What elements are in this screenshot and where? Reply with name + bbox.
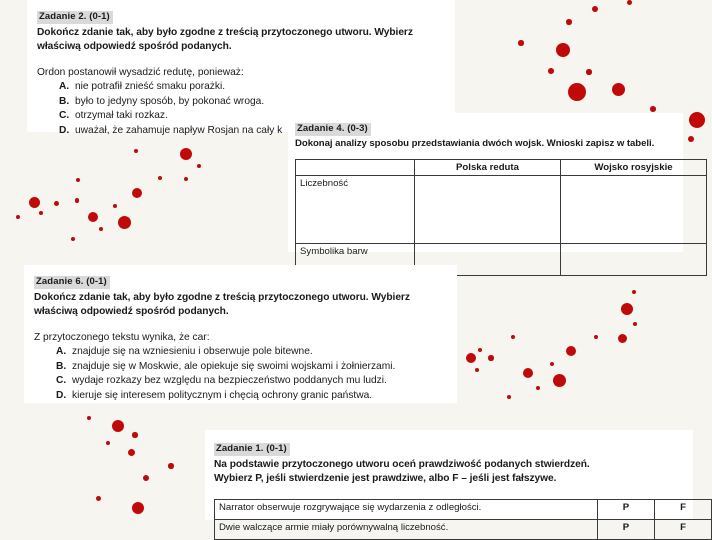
red-dot <box>548 68 554 74</box>
red-dot <box>518 40 523 45</box>
red-dot <box>112 420 124 432</box>
choice-label: B. <box>59 95 70 107</box>
red-dot <box>197 164 201 168</box>
red-dot <box>618 334 627 343</box>
red-dot <box>475 368 479 372</box>
red-dot <box>118 216 131 229</box>
red-dot <box>75 199 79 203</box>
choice-text: otrzymał taki rozkaz. <box>75 110 168 122</box>
choice-label: C. <box>56 375 67 387</box>
red-dot <box>132 188 142 198</box>
red-dot <box>650 106 656 112</box>
red-dot <box>39 211 43 215</box>
zadanie-2-stem: Ordon postanowił wysadzić redutę, ponieważ: <box>37 67 244 79</box>
choice-label: A. <box>56 346 67 358</box>
red-dot <box>568 83 586 101</box>
choice-label: B. <box>56 360 67 372</box>
red-dot <box>466 353 476 363</box>
zadanie-6-choice-b[interactable] <box>56 360 449 374</box>
panel-zadanie-1 <box>205 430 693 534</box>
statement-1-false-option[interactable]: F <box>655 500 712 520</box>
zadanie-4-header: Zadanie 4. (0-3) <box>295 123 371 136</box>
choice-text: wydaje rozkazy bez względu na bezpieczeństwo poddanych mu ludzi. <box>72 375 387 387</box>
red-dot <box>113 204 117 208</box>
red-dot <box>536 386 540 390</box>
red-dot <box>621 303 633 315</box>
red-dot <box>594 335 599 340</box>
red-dot <box>87 416 92 421</box>
table-row <box>296 175 707 243</box>
red-dot <box>168 463 173 468</box>
red-dot <box>184 177 189 182</box>
red-dot <box>16 215 20 219</box>
zadanie-2-instruction-line-1: Dokończ zdanie tak, aby było zgodne z treścią przytoczonego utworu. Wybierz <box>37 26 413 38</box>
red-dot <box>566 346 576 356</box>
zadanie-2-choice-b[interactable] <box>59 95 447 109</box>
choice-label: D. <box>56 389 67 401</box>
red-dot <box>88 212 98 222</box>
red-dot <box>132 432 137 437</box>
red-dot <box>556 43 570 57</box>
zadanie-4-table <box>295 159 707 276</box>
statement-1-text: Narrator obserwuje rozgrywające się wydarzenia z odległości. <box>215 500 598 520</box>
red-dot <box>96 496 101 501</box>
red-dot <box>180 148 192 160</box>
red-dot <box>99 227 103 231</box>
choice-text: znajduje się w Moskwie, ale opiekuje się swoimi wojskami i żołnierzami. <box>72 360 396 372</box>
choice-text: znajduje się na wzniesieniu i obserwuje pole bitewne. <box>72 346 313 358</box>
table-header-row <box>296 159 707 175</box>
zadanie-2-header: Zadanie 2. (0-1) <box>37 11 113 24</box>
statement-2-text: Dwie walczące armie miały porównywalną liczebność. <box>215 520 598 540</box>
red-dot <box>592 6 598 12</box>
red-dot <box>689 112 705 128</box>
red-dot <box>586 69 591 74</box>
zadanie-6-stem: Z przytoczonego tekstu wynika, że car: <box>34 332 210 344</box>
zadanie-6-choice-d[interactable] <box>56 389 449 403</box>
choice-text: było to jedyny sposób, by pokonać wroga. <box>75 95 265 107</box>
zadanie-6-choice-c[interactable] <box>56 374 449 388</box>
red-dot <box>54 201 59 206</box>
zadanie-6-choice-list <box>34 345 449 403</box>
column-header-blank <box>296 159 415 175</box>
red-dot <box>553 374 566 387</box>
panel-zadanie-6 <box>24 265 457 403</box>
choice-text: nie potrafił znieść smaku porażki. <box>75 81 226 93</box>
table-row <box>215 520 712 540</box>
red-dot <box>128 449 135 456</box>
red-dot <box>158 176 163 181</box>
answer-cell-liczebnosc-rosyjskie[interactable] <box>561 175 707 243</box>
zadanie-6-instruction-line-1: Dokończ zdanie tak, aby było zgodne z treścią przytoczonego utworu. Wybierz <box>34 291 410 303</box>
zadanie-1-header: Zadanie 1. (0-1) <box>214 443 290 456</box>
zadanie-6-header: Zadanie 6. (0-1) <box>34 276 110 289</box>
red-dot <box>511 335 515 339</box>
red-dot <box>507 395 511 399</box>
red-dot <box>550 362 555 367</box>
column-header-polska-reduta: Polska reduta <box>415 159 561 175</box>
red-dot <box>478 348 483 353</box>
red-dot <box>627 0 632 5</box>
table-row <box>215 500 712 520</box>
red-dot <box>106 441 111 446</box>
choice-label: A. <box>59 81 70 93</box>
zadanie-6-choice-a[interactable] <box>56 345 449 359</box>
statement-2-true-option[interactable]: P <box>598 520 655 540</box>
red-dot <box>143 475 149 481</box>
choice-text: kieruje się interesem politycznym i chęcią ochrony granic państwa. <box>72 389 373 401</box>
choice-label: C. <box>59 110 70 122</box>
zadanie-6-instruction-line-2: właściwą odpowiedź spośród podanych. <box>34 306 229 318</box>
answer-cell-symbolika-rosyjskie[interactable] <box>561 243 707 275</box>
red-dot <box>71 237 75 241</box>
red-dot <box>633 322 637 326</box>
column-header-wojsko-rosyjskie: Wojsko rosyjskie <box>561 159 707 175</box>
zadanie-2-instruction-line-2: właściwą odpowiedź spośród podanych. <box>37 41 232 53</box>
zadanie-4-instruction-line-1: Dokonaj analizy sposobu przedstawiania dwóch wojsk. Wnioski zapisz w tabeli. <box>295 137 655 149</box>
statement-2-false-option[interactable]: F <box>655 520 712 540</box>
red-dot <box>76 178 80 182</box>
red-dot <box>75 198 80 203</box>
zadanie-2-choice-a[interactable] <box>59 80 447 94</box>
red-dot <box>566 19 571 24</box>
red-dot <box>523 368 533 378</box>
choice-text: uważał, że zahamuje napływ Rosjan na cały k <box>75 124 283 136</box>
red-dot <box>632 290 636 294</box>
zadanie-1-instruction-line-2: Wybierz P, jeśli stwierdzenie jest prawdziwe, albo F – jeśli jest fałszywe. <box>214 473 557 485</box>
red-dot <box>688 136 694 142</box>
red-dot <box>612 83 625 96</box>
answer-cell-liczebnosc-polska[interactable] <box>415 175 561 243</box>
panel-zadanie-4 <box>288 113 683 257</box>
statement-1-true-option[interactable]: P <box>598 500 655 520</box>
red-dot <box>29 197 40 208</box>
red-dot <box>488 355 493 360</box>
red-dot <box>134 149 138 153</box>
choice-label: D. <box>59 124 70 136</box>
zadanie-1-instruction-line-1: Na podstawie przytoczonego utworu oceń prawdziwość podanych stwierdzeń. <box>214 458 590 470</box>
row-label-symbolika-barw: Symbolika barw <box>296 243 415 275</box>
row-label-liczebnosc: Liczebność <box>296 175 415 243</box>
red-dot <box>132 502 144 514</box>
zadanie-1-table <box>214 499 712 540</box>
